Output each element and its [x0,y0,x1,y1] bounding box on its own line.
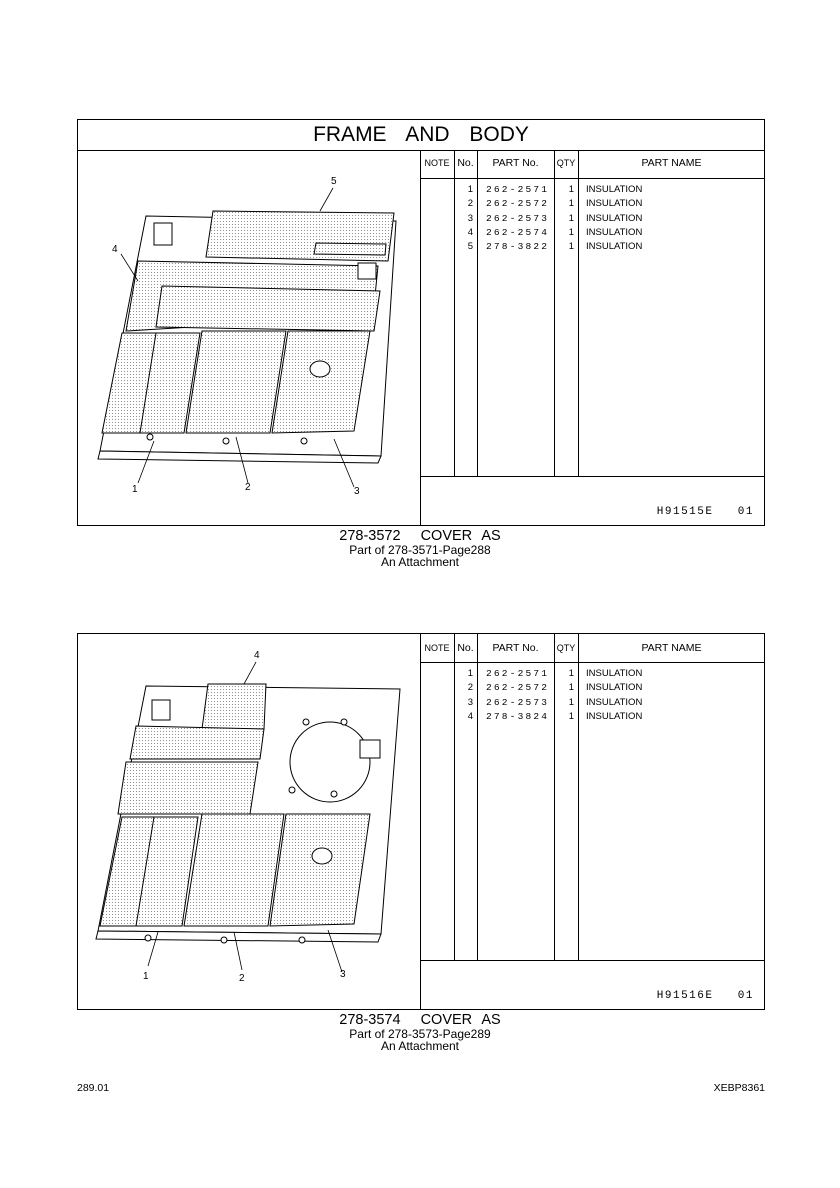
parts-panel-1 [77,119,765,526]
row-3-qty: 1 [568,697,574,708]
row-2-name: INSULATION [586,198,643,209]
hole-right [310,361,330,377]
bracket-left [154,223,172,245]
caption-2 [270,1013,570,1052]
caption-title: 278-3572 COVER AS [339,528,501,544]
cover-assembly-illustration-1 [78,151,420,525]
row-4-qty: 1 [568,227,574,238]
row-4-part-no: 278-3824 [486,711,550,722]
row-4-name: INSULATION [586,711,643,722]
row-3-part-no: 262-2573 [486,697,550,708]
caption-part-of: Part of 278-3573-Page289 [349,1026,491,1041]
illustration-ref: H91515E 01 [656,506,754,518]
row-1-no: 1 [467,184,473,195]
col-qty: QTY [556,158,576,168]
row-1-qty: 1 [568,668,574,679]
row-3-part-no: 262-2573 [486,213,550,224]
row-5-name: INSULATION [586,241,643,252]
pad-3 [272,331,370,433]
pad-4-step [156,286,380,331]
row-2-qty: 1 [568,682,574,693]
col-part-no: PART No. [492,157,539,169]
page-number: 289.01 [77,1082,110,1094]
row-3-name: INSULATION [586,697,643,708]
col-qty: QTY [556,643,576,653]
row-5-part-no: 278-3822 [486,241,550,252]
col-note: NOTE [424,158,450,168]
pad-upper [130,726,264,759]
pad-3 [270,814,370,926]
parts-panel-2 [77,633,765,1010]
row-2-no: 2 [467,198,473,209]
pad-top-strip [314,243,386,255]
col-note: NOTE [424,643,450,653]
row-1-no: 1 [467,668,473,679]
callout-1: 1 [132,484,138,495]
callout-3: 3 [340,969,346,980]
caption-1 [270,529,570,568]
pad-2 [186,331,286,433]
row-3-no: 3 [467,213,473,224]
bracket-right [360,740,380,758]
row-1-name: INSULATION [586,668,643,679]
caption-part-of: Part of 278-3571-Page288 [349,542,491,557]
illustration-ref: H91516E 01 [656,990,754,1002]
bracket-left [152,700,170,720]
row-3-no: 3 [467,697,473,708]
row-4-part-no: 262-2574 [486,227,550,238]
col-part-name: PART NAME [641,642,702,654]
callout-3: 3 [354,486,360,497]
row-2-name: INSULATION [586,682,643,693]
row-2-no: 2 [467,682,473,693]
row-1-part-no: 262-2571 [486,668,550,679]
col-no: No. [457,642,474,654]
callout-5: 5 [331,176,337,187]
col-no: No. [457,157,474,169]
callout-4: 4 [112,244,118,255]
caption-note: An Attachment [380,554,460,569]
pad-4 [202,684,266,729]
row-3-qty: 1 [568,213,574,224]
row-2-part-no: 262-2572 [486,198,550,209]
callout-2: 2 [245,482,251,493]
caption-note: An Attachment [380,1038,460,1053]
pad-mid [118,762,258,814]
row-4-no: 4 [467,711,473,722]
callout-1: 1 [143,971,149,982]
col-part-name: PART NAME [641,157,702,169]
row-2-qty: 1 [568,198,574,209]
row-4-name: INSULATION [586,227,643,238]
hole-right [312,848,332,864]
document-id: XEBP8361 [713,1082,765,1094]
bracket-right [358,263,376,279]
row-3-name: INSULATION [586,213,643,224]
row-5-no: 5 [467,241,473,252]
col-part-no: PART No. [492,642,539,654]
row-4-qty: 1 [568,711,574,722]
row-1-name: INSULATION [586,184,643,195]
row-5-qty: 1 [568,241,574,252]
caption-title: 278-3574 COVER AS [339,1012,501,1028]
page-title: FRAME AND BODY [78,120,764,151]
motor-opening [290,722,370,802]
callout-4: 4 [254,650,260,661]
callout-2: 2 [239,973,245,984]
row-1-qty: 1 [568,184,574,195]
row-1-part-no: 262-2571 [486,184,550,195]
row-4-no: 4 [467,227,473,238]
row-2-part-no: 262-2572 [486,682,550,693]
pad-2 [184,814,284,926]
cover-assembly-illustration-2 [78,634,420,1009]
